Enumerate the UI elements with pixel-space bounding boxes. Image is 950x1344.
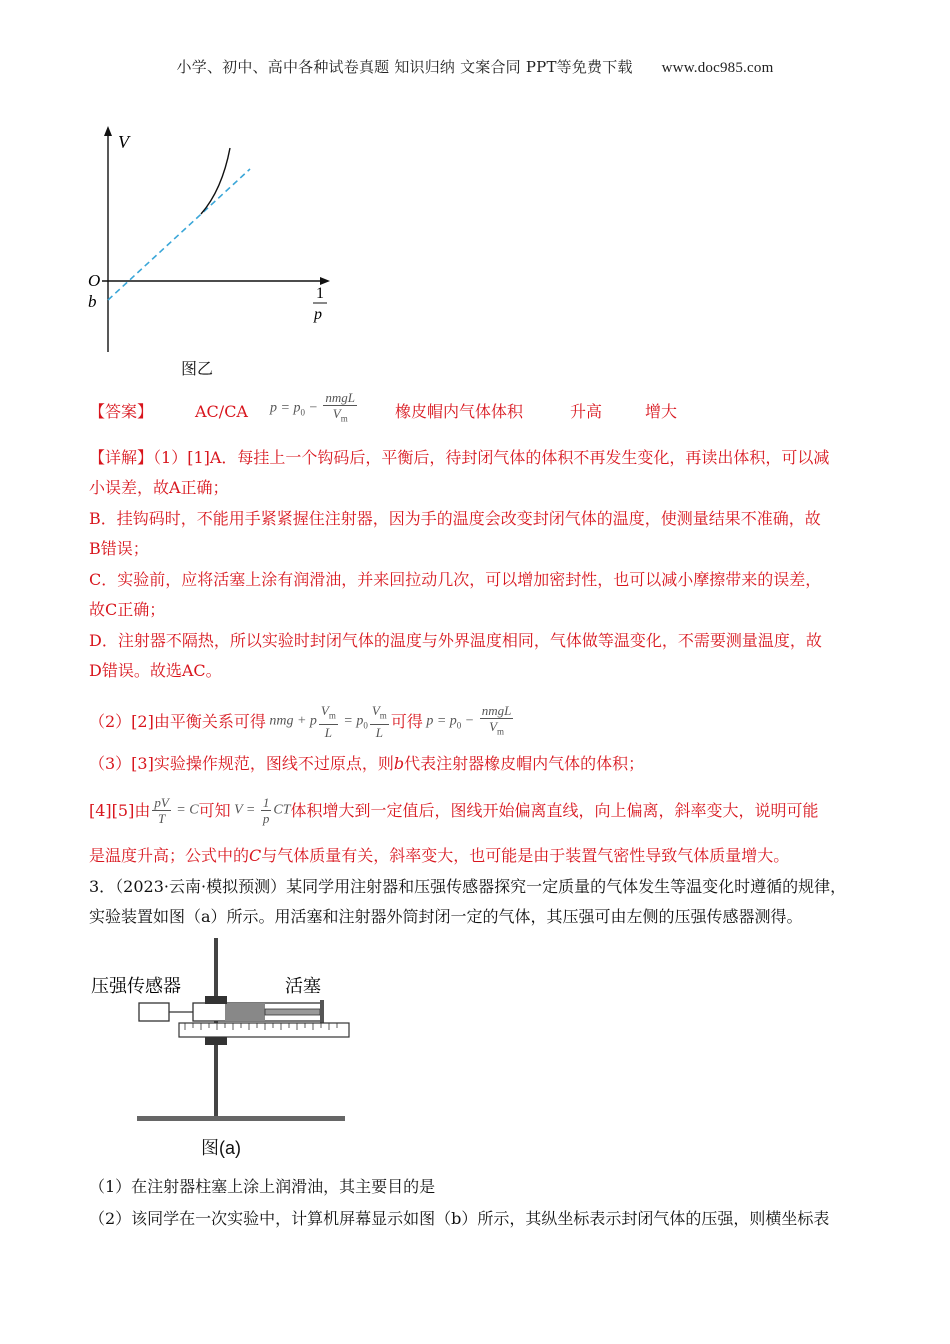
detail-p3: C．实验前，应将活塞上涂有润滑油，并来回拉动几次，可以增加密封性，也可以减小摩擦带来的误差， (89, 570, 822, 589)
equilibrium-equation: nmg + p $\frac{V_m}{L}$ = $p_0$ $\frac{V_m}{L}$ (265, 703, 387, 740)
answer-2: 橡皮帽内气体体积 (395, 402, 524, 421)
answer-tag: 【答案】 (89, 402, 154, 421)
header-text: 小学、初中、高中各种试卷真题 知识归纳 文案合同 PPT等免费下载 (176, 58, 633, 76)
answer-formula: $p = p_0$ − $\frac{\text{nmgL}}{V_m}$ (270, 390, 356, 424)
graph-b-caption: 图乙 (181, 359, 214, 378)
answer-4: 增大 (645, 402, 678, 421)
y-axis-label: V (118, 132, 129, 152)
q3-line1: 3．（2023·云南·模拟预测）某同学用注射器和压强传感器探究一定质量的气体发生等温变化时遵循的规律， (89, 877, 847, 896)
detail-p4: D．注射器不隔热，所以实验时封闭气体的温度与外界温度相同，气体做等温变化，不需要测量温度，故 (89, 631, 822, 650)
origin-label: O (88, 271, 101, 290)
q3-line2: 实验装置如图（a）所示。用活塞和注射器外筒封闭一定的气体，其压强可由左侧的压强传感器测得。 (89, 907, 803, 926)
detail-p2: B．挂钩码时，不能用手紧紧握住注射器，因为手的温度会改变封闭气体的温度，使测量结果不准确，故 (89, 509, 821, 528)
pressure-equation: $p = p_0$ − $\frac{\text{nmgL}}{V_m}$ (422, 703, 512, 737)
y-axis-arrow (104, 126, 112, 136)
page-header (0, 56, 950, 77)
header-site-link[interactable]: www.doc985.com (661, 60, 774, 76)
q3-sub1: （1）在注射器柱塞上涂上润滑油，其主要目的是 (89, 1177, 436, 1196)
volume-equation: V = $\frac{1}{p}$ CT (230, 795, 291, 826)
detail-p1b: 小误差，故A正确； (89, 478, 229, 497)
clamp-top (205, 996, 227, 1004)
q3-sub2: （2）该同学在一次实验中，计算机屏幕显示如图（b）所示，其纵坐标表示封闭气体的压强，则横坐标表 (89, 1209, 830, 1228)
stand-base (137, 1116, 345, 1121)
gas-law-equation: $\frac{pV}{T}$ = C (154, 795, 199, 826)
detail-tag: 【详解】 (89, 448, 154, 467)
scale-rail (179, 1023, 349, 1037)
label-piston: 活塞 (285, 976, 321, 996)
piston (225, 1003, 265, 1021)
x-label-numerator: 1 (316, 285, 324, 302)
intercept-label: b (88, 292, 97, 311)
clamp-bottom (205, 1037, 227, 1045)
detail-p5: （2）[2]由平衡关系可得 nmg + p $\frac{V_m}{L}$ = $p_0$ $\frac{V_m}{L}$ 可得 $p = p_0$ − $\frac{\text{nmgL}}{V_m}$ (89, 703, 515, 740)
label-pressure-sensor: 压强传感器 (91, 976, 181, 996)
detail-p4b: D错误。故选AC。 (89, 661, 222, 680)
figure-a-caption: 图(a) (201, 1138, 241, 1158)
apparatus-figure (85, 930, 355, 1130)
x-label-denominator: p (314, 306, 322, 323)
answer-1: AC/CA (195, 402, 248, 421)
graph-b (80, 120, 350, 360)
detail-p1: 【详解】（1）[1]A．每挂上一个钩码后，平衡后，待封闭气体的体积不再发生变化，再读出体积，可以减 (89, 448, 830, 467)
pressure-sensor (139, 1003, 169, 1021)
detail-p7: [4][5]由 $\frac{pV}{T}$ = C 可知 V = $\frac{1}{p}$ CT 体积增大到一定值后，图线开始偏离直线，向上偏离，斜率变大，说明可能 (89, 795, 819, 826)
detail-p3b: 故C正确； (89, 600, 166, 619)
answer-3: 升高 (570, 402, 603, 421)
v-curve (201, 148, 230, 214)
x-axis-arrow (320, 277, 330, 285)
detail-p2b: B错误； (89, 539, 149, 558)
detail-p6: （3）[3]实验操作规范，图线不过原点，则b代表注射器橡皮帽内气体的体积； (89, 754, 645, 773)
detail-p8: 是温度升高；公式中的C与气体质量有关，斜率变大，也可能是由于装置气密性导致气体质量增大。 (89, 846, 790, 865)
